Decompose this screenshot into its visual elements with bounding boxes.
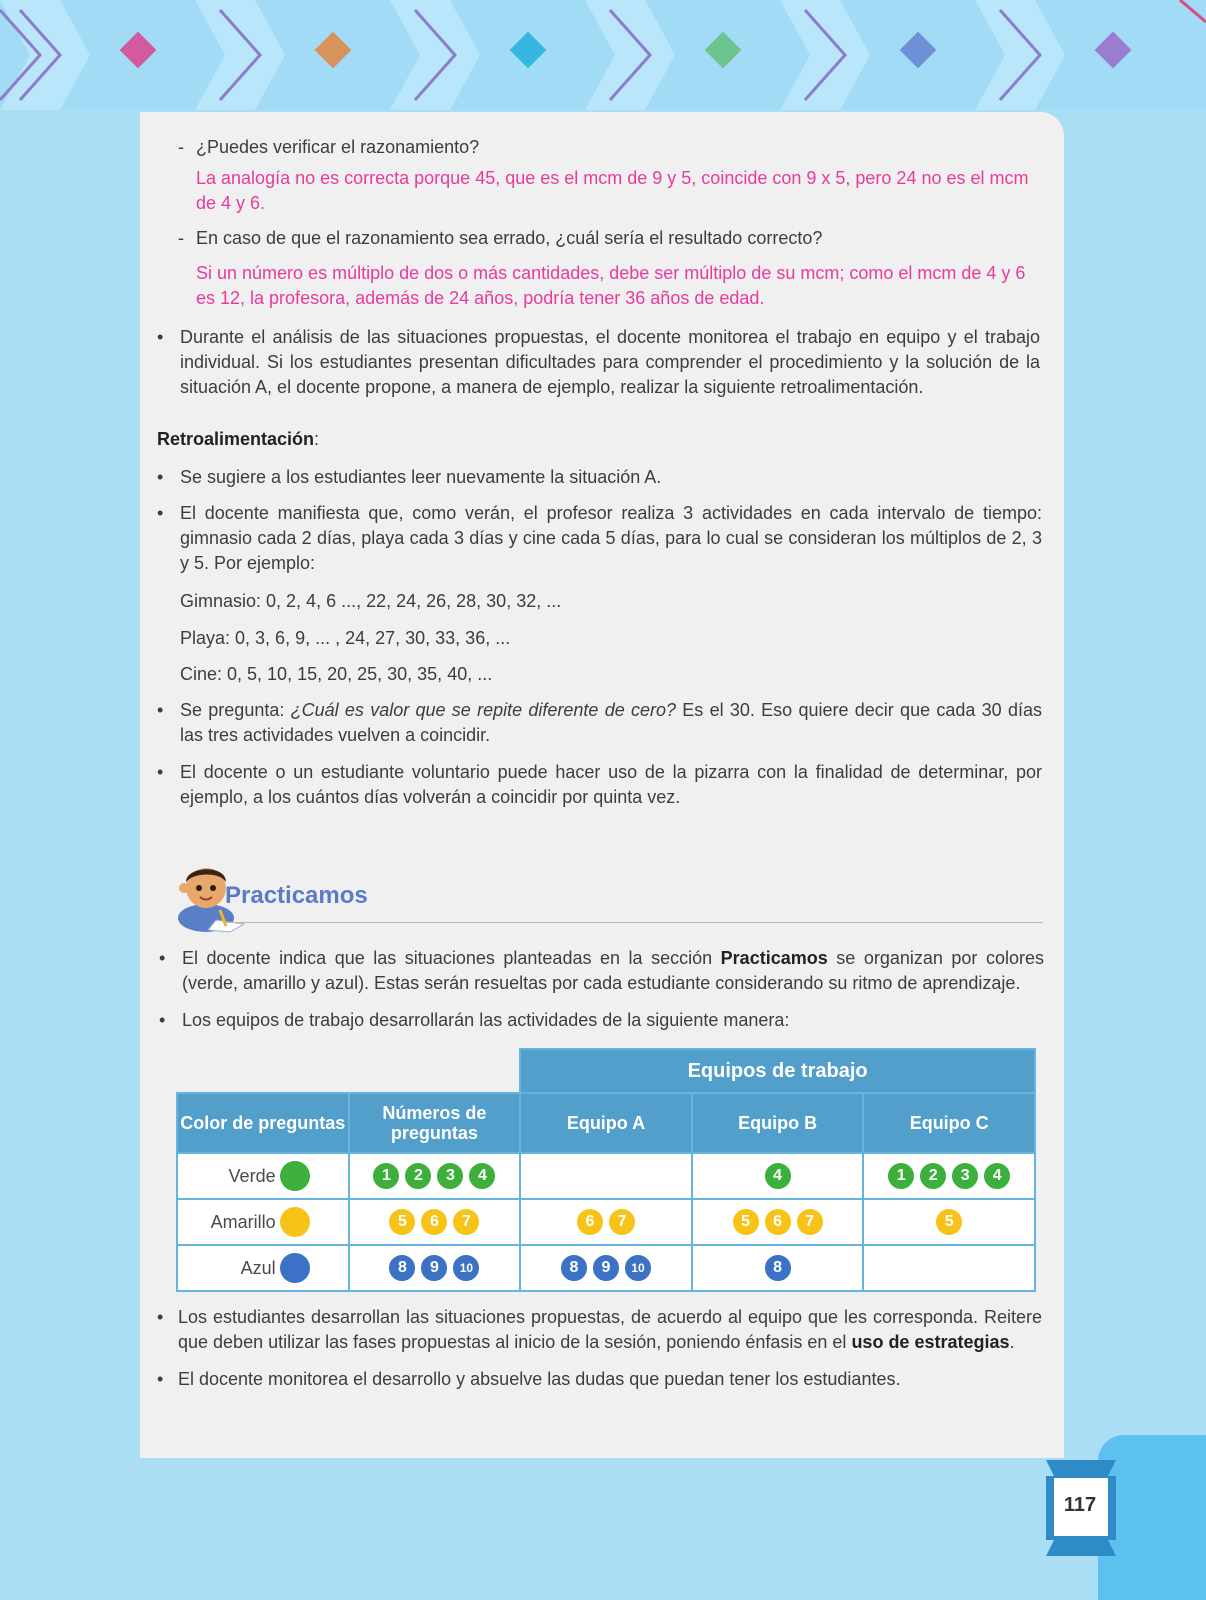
team-c-cell bbox=[863, 1153, 1035, 1199]
multiples-cine: Cine: 0, 5, 10, 15, 20, 25, 30, 35, 40, ... bbox=[180, 664, 493, 684]
question-number-badge: 4 bbox=[763, 1161, 793, 1191]
color-label: Azul bbox=[240, 1258, 276, 1278]
practicamos-bullet-1-bold: Practicamos bbox=[720, 948, 828, 968]
bullet-marker: • bbox=[159, 1010, 166, 1030]
bullet-marker: • bbox=[157, 467, 164, 487]
practicamos-bullet-2: Los equipos de trabajo desarrollarán las actividades de la siguiente manera: bbox=[182, 1010, 790, 1030]
bullet-marker: • bbox=[157, 327, 164, 347]
bullet-marker: • bbox=[157, 1307, 164, 1327]
numbers-cell bbox=[349, 1245, 521, 1291]
teams-table bbox=[176, 1048, 1036, 1292]
header-team-c: Equipo C bbox=[863, 1093, 1035, 1153]
question-number-badge: 7 bbox=[607, 1207, 637, 1237]
multiples-gimnasio: Gimnasio: 0, 2, 4, 6 ..., 22, 24, 26, 28, 30, 32, ... bbox=[180, 591, 562, 611]
feedback-bullet-1: Se sugiere a los estudiantes leer nuevamente la situación A. bbox=[180, 467, 662, 487]
question-number-badge: 3 bbox=[950, 1161, 980, 1191]
header-color: Color de preguntas bbox=[177, 1093, 349, 1153]
feedback-bullet-3 bbox=[180, 698, 1042, 748]
team-b-cell bbox=[692, 1245, 864, 1291]
question-number-badge: 3 bbox=[435, 1161, 465, 1191]
color-dot-icon bbox=[280, 1207, 310, 1237]
bullet-3-question: ¿Cuál es valor que se repite diferente de cero? bbox=[290, 700, 677, 720]
practicamos-bullet-1 bbox=[182, 946, 1044, 996]
header-numbers: Números de preguntas bbox=[349, 1093, 521, 1153]
question-number-badge: 1 bbox=[886, 1161, 916, 1191]
team-c-cell bbox=[863, 1245, 1035, 1291]
closing-bullet-1-bold: uso de estrategias bbox=[851, 1332, 1010, 1352]
closing-bullet-1-end: . bbox=[1009, 1332, 1015, 1352]
closing-bullet-1 bbox=[178, 1305, 1042, 1355]
question-number-badge: 8 bbox=[763, 1253, 793, 1283]
table-header-row bbox=[177, 1093, 1035, 1153]
question-number-badge: 5 bbox=[387, 1207, 417, 1237]
color-cell bbox=[177, 1199, 349, 1245]
section-divider bbox=[225, 922, 1043, 923]
table-row bbox=[177, 1199, 1035, 1245]
table-group-header-row bbox=[177, 1049, 1035, 1093]
practicamos-bullet-1-prefix: El docente indica que las situaciones planteadas en la sección bbox=[182, 948, 721, 968]
question-number-badge: 5 bbox=[731, 1207, 761, 1237]
question-number-badge: 2 bbox=[403, 1161, 433, 1191]
question-number-badge: 6 bbox=[575, 1207, 605, 1237]
color-cell bbox=[177, 1245, 349, 1291]
bullet-marker: • bbox=[159, 948, 166, 968]
dash-marker: - bbox=[178, 137, 184, 157]
team-a-cell bbox=[520, 1153, 692, 1199]
color-dot-icon bbox=[280, 1253, 310, 1283]
question-2: En caso de que el razonamiento sea errado, ¿cuál sería el resultado correcto? bbox=[196, 228, 823, 248]
question-number-badge: 7 bbox=[795, 1207, 825, 1237]
team-c-cell bbox=[863, 1199, 1035, 1245]
color-label: Amarillo bbox=[210, 1212, 276, 1232]
practicamos-bullet-1-rest: se organizan por colores (verde, amarillo y azul). Estas serán resueltas por cada estudiante considerando su ritmo de aprendizaje. bbox=[182, 948, 1044, 993]
question-number-badge: 8 bbox=[387, 1253, 417, 1283]
team-b-cell bbox=[692, 1153, 864, 1199]
feedback-heading-text: Retroalimentación bbox=[157, 429, 315, 449]
question-number-badge: 2 bbox=[918, 1161, 948, 1191]
team-a-cell bbox=[520, 1245, 692, 1291]
question-number-badge: 4 bbox=[982, 1161, 1012, 1191]
dash-marker: - bbox=[178, 228, 184, 248]
bullet-3-rest: Es el 30. Eso quiere decir que cada 30 días las tres actividades vuelven a coincidir. bbox=[180, 700, 1042, 745]
page-number: 117 bbox=[1063, 1494, 1097, 1516]
bullet-marker: • bbox=[157, 762, 164, 782]
bullet-3-prefix: Se pregunta: bbox=[180, 700, 291, 720]
question-number-badge: 9 bbox=[419, 1253, 449, 1283]
numbers-cell bbox=[349, 1153, 521, 1199]
question-number-badge: 6 bbox=[419, 1207, 449, 1237]
question-number-badge: 9 bbox=[591, 1253, 621, 1283]
question-number-badge: 4 bbox=[467, 1161, 497, 1191]
question-1: ¿Puedes verificar el razonamiento? bbox=[196, 137, 480, 157]
group-header-equipos: Equipos de trabajo bbox=[520, 1049, 1035, 1093]
question-number-badge: 8 bbox=[559, 1253, 589, 1283]
top-decorative-band bbox=[0, 0, 1206, 110]
answer-1: La analogía no es correcta porque 45, que es el mcm de 9 y 5, coincide con 9 x 5, pero 24 no es el mcm de 4 y 6. bbox=[196, 168, 1029, 213]
team-a-cell bbox=[520, 1199, 692, 1245]
team-b-cell bbox=[692, 1199, 864, 1245]
question-number-badge: 10 bbox=[623, 1253, 653, 1283]
question-number-badge: 5 bbox=[934, 1207, 964, 1237]
question-number-badge: 7 bbox=[451, 1207, 481, 1237]
monitor-paragraph: Durante el análisis de las situaciones propuestas, el docente monitorea el trabajo en equipo y el trabajo individual. Si los estudiantes presentan dificultades para comprender el procedimiento y la solución de la situación A, el docente propone, a manera de ejemplo, realizar la siguiente retroalimentación. bbox=[180, 327, 1040, 397]
bullet-marker: • bbox=[157, 503, 164, 523]
chevron-pattern bbox=[0, 0, 1206, 110]
question-number-badge: 1 bbox=[371, 1161, 401, 1191]
multiples-playa: Playa: 0, 3, 6, 9, ... , 24, 27, 30, 33, 36, ... bbox=[180, 628, 511, 648]
question-number-badge: 6 bbox=[763, 1207, 793, 1237]
bullet-marker: • bbox=[157, 1369, 164, 1389]
header-team-a: Equipo A bbox=[520, 1093, 692, 1153]
header-team-b: Equipo B bbox=[692, 1093, 864, 1153]
color-dot-icon bbox=[280, 1161, 310, 1191]
feedback-bullet-2: El docente manifiesta que, como verán, el profesor realiza 3 actividades en cada intervalo de tiempo: gimnasio cada 2 días, playa cada 3 días y cine cada 5 días, para lo cual se consideran los múltiplos de 2, 3 y 5. Por ejemplo: bbox=[180, 503, 1042, 573]
numbers-cell bbox=[349, 1199, 521, 1245]
color-label: Verde bbox=[228, 1166, 276, 1186]
closing-bullet-1-prefix: Los estudiantes desarrollan las situaciones propuestas, de acuerdo al equipo que les corresponda. Reitere que deben utilizar las fases propuestas al inicio de la sesión, poniendo énfasis en el bbox=[178, 1307, 1042, 1352]
table-row bbox=[177, 1245, 1035, 1291]
section-title-practicamos: Practicamos bbox=[225, 882, 368, 909]
feedback-heading bbox=[157, 427, 319, 452]
question-number-badge: 10 bbox=[451, 1253, 481, 1283]
feedback-bullet-4: El docente o un estudiante voluntario puede hacer uso de la pizarra con la finalidad de determinar, por ejemplo, a los cuántos días volverán a coincidir por quinta vez. bbox=[180, 762, 1042, 807]
bullet-marker: • bbox=[157, 700, 164, 720]
table-row bbox=[177, 1153, 1035, 1199]
answer-2: Si un número es múltiplo de dos o más cantidades, debe ser múltiplo de su mcm; como el mcm de 4 y 6 es 12, la profesora, además de 24 años, podría tener 36 años de edad. bbox=[196, 263, 1026, 308]
color-cell bbox=[177, 1153, 349, 1199]
table-body bbox=[177, 1153, 1035, 1291]
feedback-heading-colon: : bbox=[314, 429, 320, 449]
closing-bullet-2: El docente monitorea el desarrollo y absuelve las dudas que puedan tener los estudiantes. bbox=[178, 1369, 901, 1389]
